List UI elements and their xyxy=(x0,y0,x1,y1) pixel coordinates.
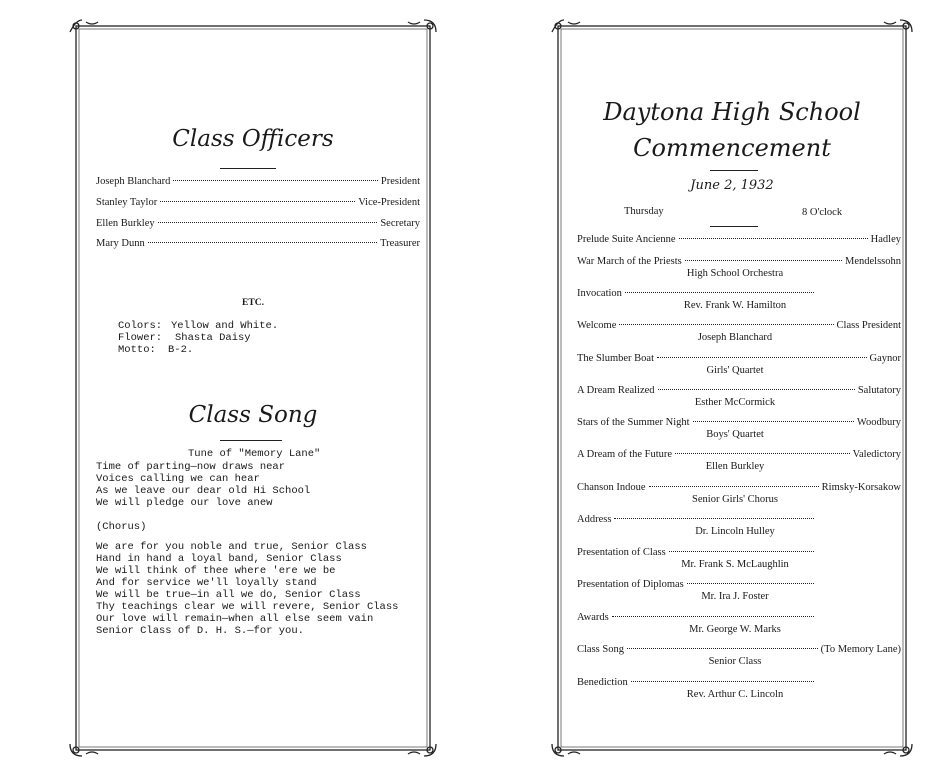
program-item-row xyxy=(577,288,817,299)
song-title: Class Song xyxy=(188,402,318,428)
verse-line: As we leave our dear old Hi School xyxy=(96,485,311,497)
officer-name: Stanley Taylor xyxy=(96,197,158,208)
chorus-line: We will think of thee where 'ere we be xyxy=(96,565,336,577)
left-page xyxy=(68,18,438,758)
program-item-row xyxy=(577,234,901,245)
program-item-credit: Mendelssohn xyxy=(845,256,901,267)
program-item-credit: Hadley xyxy=(870,234,901,245)
program-item-title: Awards xyxy=(577,612,609,623)
officer-role: Treasurer xyxy=(380,238,420,249)
program-performer: Girls' Quartet xyxy=(706,365,764,376)
chorus-line: And for service we'll loyally stand xyxy=(96,577,317,589)
program-item-title: Class Song xyxy=(577,644,624,655)
program-item-row xyxy=(577,677,817,688)
event-time: 8 O'clock xyxy=(802,207,843,218)
program-performer: Ellen Burkley xyxy=(705,461,765,472)
program-item-row xyxy=(577,547,817,558)
event-title: Commencement xyxy=(633,134,831,162)
officers-title: Class Officers xyxy=(172,126,334,152)
verse-line: We will pledge our love anew xyxy=(96,497,273,509)
program-item-title: Address xyxy=(577,514,612,525)
program-item-row xyxy=(577,385,901,396)
program-item-credit: Salutatory xyxy=(857,385,901,396)
program-performer: Esther McCormick xyxy=(694,397,776,408)
chorus-line: Senior Class of D. H. S.—for you. xyxy=(96,625,304,637)
program-item-title: Stars of the Summer Night xyxy=(577,417,690,428)
verse-line: Time of parting—now draws near xyxy=(96,461,286,473)
program-item-title: Prelude Suite Ancienne xyxy=(577,234,676,245)
chorus-label: (Chorus) xyxy=(96,521,147,533)
etc-heading: ETC. xyxy=(242,298,264,308)
event-day: Thursday xyxy=(624,206,664,217)
program-item-credit: Gaynor xyxy=(869,353,901,364)
program-item-title: A Dream Realized xyxy=(577,385,655,396)
program-item-row xyxy=(577,320,901,331)
officer-role: Secretary xyxy=(380,218,420,229)
event-date: June 2, 1932 xyxy=(690,178,774,193)
program-performer: Joseph Blanchard xyxy=(697,332,773,343)
officer-name: Mary Dunn xyxy=(96,238,145,249)
chorus-line: We will be true—in all we do, Senior Class xyxy=(96,589,361,601)
program-item-row xyxy=(577,644,901,655)
title-divider xyxy=(710,170,758,171)
etc-value: B-2. xyxy=(168,344,194,356)
program-performer: Dr. Lincoln Hulley xyxy=(695,526,775,537)
officer-row xyxy=(96,197,420,208)
officer-name: Ellen Burkley xyxy=(96,218,155,229)
officer-row xyxy=(96,238,420,249)
program-item-title: A Dream of the Future xyxy=(577,449,673,460)
program-performer: High School Orchestra xyxy=(686,268,784,279)
program-item-row xyxy=(577,579,817,590)
etc-label: Motto: xyxy=(118,344,156,356)
school-title: Daytona High School xyxy=(603,98,861,126)
program-item-title: Presentation of Diplomas xyxy=(577,579,684,590)
program-performer: Boys' Quartet xyxy=(706,429,764,440)
program-performer: Mr. Ira J. Foster xyxy=(701,591,769,602)
title-divider xyxy=(220,168,276,169)
officer-row xyxy=(96,176,420,187)
program-performer: Rev. Frank W. Hamilton xyxy=(683,300,787,311)
title-divider xyxy=(710,226,758,227)
chorus-line: Hand in hand a loyal band, Senior Class xyxy=(96,553,342,565)
title-divider xyxy=(220,440,282,441)
song-tune: Tune of "Memory Lane" xyxy=(188,448,321,460)
officer-role: President xyxy=(380,176,420,187)
program-item-title: Presentation of Class xyxy=(577,547,666,558)
program-item-row xyxy=(577,256,901,267)
program-item-row xyxy=(577,449,901,460)
officer-name: Joseph Blanchard xyxy=(96,176,171,187)
program-item-credit: Class President xyxy=(836,320,901,331)
program-performer: Mr. George W. Marks xyxy=(689,624,781,635)
program-performer: Senior Class xyxy=(708,656,762,667)
program-item-title: Welcome xyxy=(577,320,617,331)
right-page xyxy=(550,18,914,758)
etc-label: Flower: xyxy=(118,332,163,344)
chorus-line: Thy teachings clear we will revere, Senior Class xyxy=(96,601,399,613)
program-item-title: War March of the Priests xyxy=(577,256,682,267)
program-item-row xyxy=(577,353,901,364)
program-item-row xyxy=(577,417,901,428)
program-item-row xyxy=(577,514,817,525)
program-item-title: Benediction xyxy=(577,677,628,688)
chorus-line: Our love will remain—when all else seem vain xyxy=(96,613,374,625)
etc-value: Shasta Daisy xyxy=(175,332,251,344)
program-performer: Mr. Frank S. McLaughlin xyxy=(681,559,789,570)
program-item-credit: (To Memory Lane) xyxy=(820,644,901,655)
etc-label: Colors: xyxy=(118,320,163,332)
verse-line: Voices calling we can hear xyxy=(96,473,260,485)
program-item-title: Chanson Indoue xyxy=(577,482,646,493)
officer-role: Vice-President xyxy=(358,197,420,208)
program-item-row xyxy=(577,612,817,623)
program-item-credit: Rimsky-Korsakow xyxy=(821,482,901,493)
program-performer: Senior Girls' Chorus xyxy=(692,494,778,505)
officer-row xyxy=(96,218,420,229)
chorus-line: We are for you noble and true, Senior Class xyxy=(96,541,367,553)
etc-value: Yellow and White. xyxy=(171,320,279,332)
program-item-title: The Slumber Boat xyxy=(577,353,654,364)
program-item-credit: Valedictory xyxy=(852,449,901,460)
program-performer: Rev. Arthur C. Lincoln xyxy=(686,689,784,700)
program-item-credit: Woodbury xyxy=(856,417,901,428)
program-item-title: Invocation xyxy=(577,288,622,299)
program-item-row xyxy=(577,482,901,493)
